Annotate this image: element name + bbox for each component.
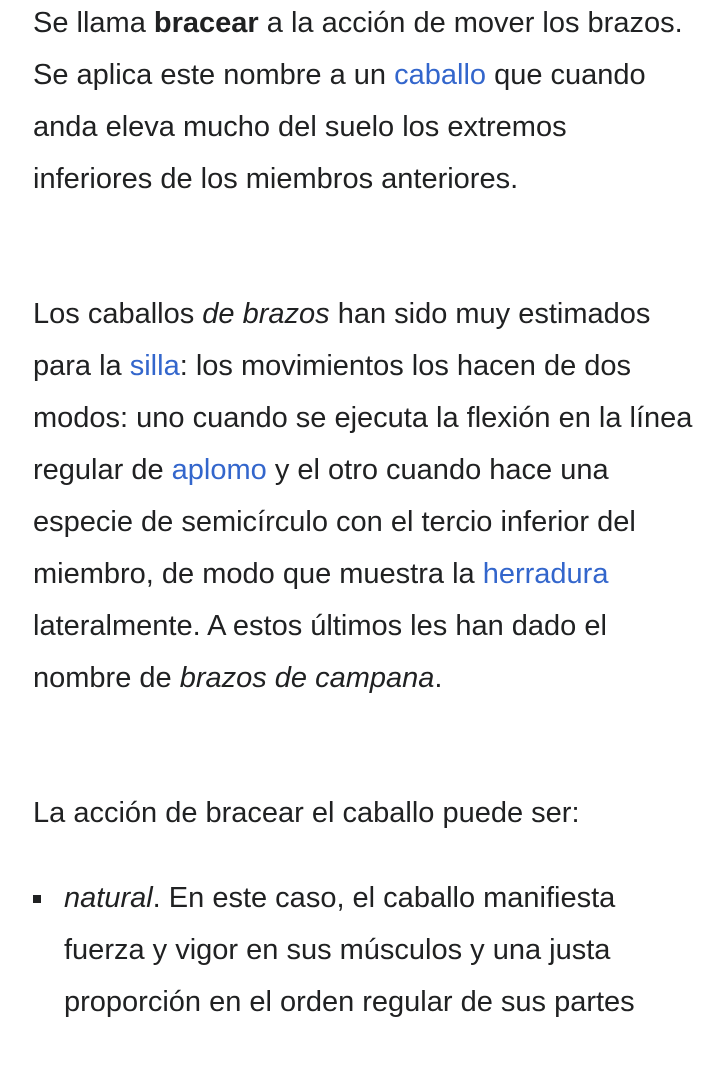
text: a la acción de mover los brazos. Se aplica este nombre a un: [33, 7, 683, 91]
term-brazos-de-campana: brazos de campana: [179, 662, 435, 694]
text: : los movimientos los hacen de dos modos: uno cuando se ejecuta la flexión en la línea regular de: [33, 350, 693, 486]
link-aplomo[interactable]: aplomo: [171, 454, 267, 486]
text: que cuando anda eleva mucho del suelo los extremos inferiores de los miembros anteriores.: [33, 59, 646, 195]
text: Los caballos: [33, 298, 203, 330]
link-silla[interactable]: silla: [129, 350, 180, 382]
term-natural: natural: [64, 882, 153, 914]
text: han sido muy estimados para la: [33, 298, 651, 382]
bullet-square-icon: [33, 895, 41, 903]
link-caballo[interactable]: caballo: [394, 59, 487, 91]
link-herradura[interactable]: herradura: [482, 558, 609, 590]
list-item: [33, 872, 693, 1028]
bracear-types-list: [33, 872, 693, 1028]
paragraph-accion: La acción de bracear el caballo puede ser:: [33, 797, 580, 829]
term-bracear: bracear: [153, 7, 259, 39]
text: y el otro cuando hace una especie de semicírculo con el tercio inferior del miembro, de modo que muestra la: [33, 454, 636, 590]
paragraph-caballos-de-brazos: [33, 288, 693, 704]
text: Se llama: [33, 7, 154, 39]
paragraph-intro: [33, 0, 693, 205]
term-de-brazos: de brazos: [202, 298, 330, 330]
text: lateralmente. A estos últimos les han dado el nombre de: [33, 610, 607, 694]
text: .: [434, 662, 443, 694]
list-item-text: . En este caso, el caballo manifiesta fuerza y vigor en sus músculos y una justa proporción en el orden regular de sus partes: [64, 882, 635, 1018]
